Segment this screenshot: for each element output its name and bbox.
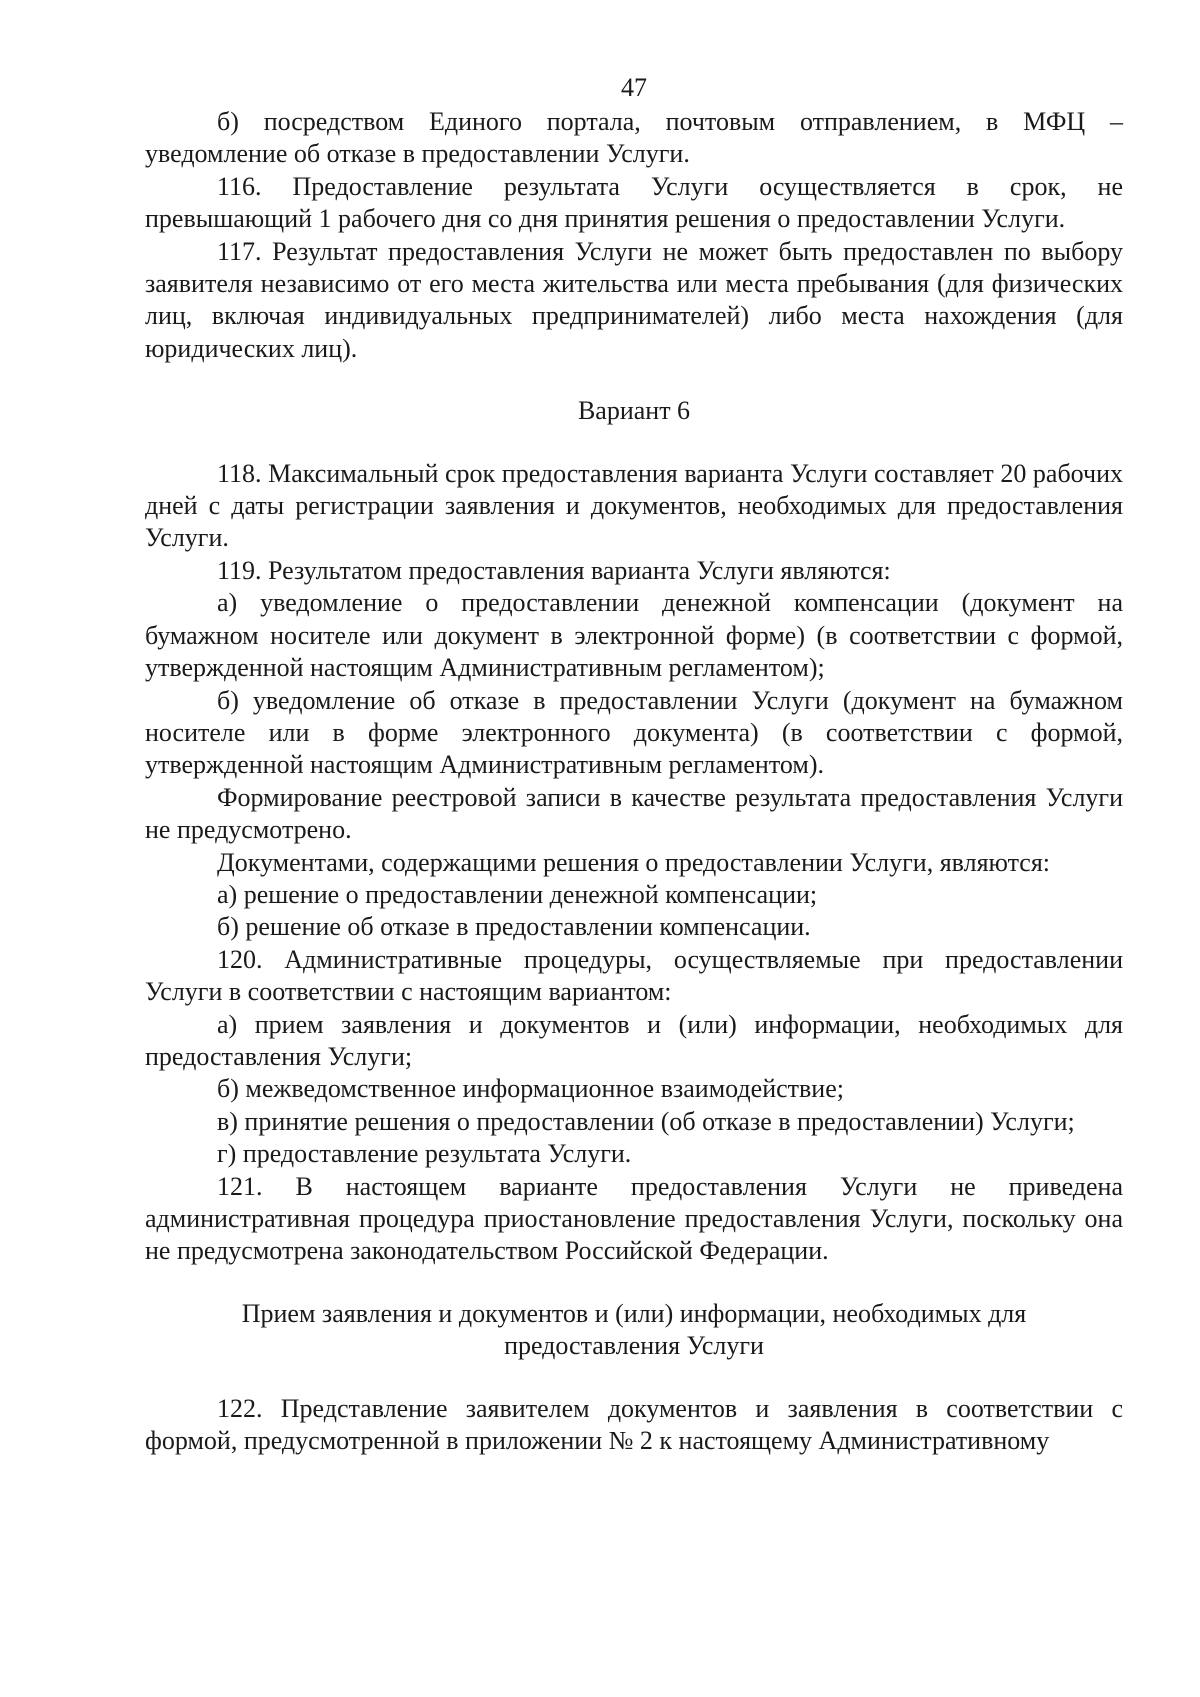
paragraph: б) посредством Единого портала, почтовым отправлением, в МФЦ – уведомление об отказе в предоставлении Услуги. — [145, 107, 1123, 169]
paragraph: 116. Предоставление результата Услуги осуществляется в срок, не превышающий 1 рабочего дня со дня принятия решения о предоставлении Услуги. — [145, 171, 1123, 234]
paragraph: б) межведомственное информационное взаимодействие; — [217, 1074, 844, 1104]
paragraph: а) прием заявления и документов и (или) информации, необходимых для предоставления Услуги; — [145, 1009, 1123, 1071]
section-heading: Прием заявления и документов и (или) информации, необходимых для предоставления Услуги — [241, 1298, 1027, 1361]
paragraph: 120. Административные процедуры, осуществляемые при предоставлении Услуги в соответствии с настоящим вариантом: — [145, 944, 1123, 1007]
document-page — [145, 72, 1123, 1457]
paragraph: Документами, содержащими решения о предоставлении Услуги, являются: — [217, 847, 1051, 877]
paragraph: 117. Результат предоставления Услуги не может быть предоставлен по выбору заявителя независимо от его места жительства или места пребывания (для физических лиц, включая индивидуальных предпринимателей) либо места нахождения (для юридических лиц). — [145, 236, 1123, 363]
paragraph: а) решение о предоставлении денежной компенсации; — [217, 879, 818, 909]
paragraph: в) принятие решения о предоставлении (об отказе в предоставлении) Услуги; — [217, 1106, 1075, 1136]
paragraph: 122. Представление заявителем документов и заявления в соответствии с формой, предусмотренной в приложении № 2 к настоящему Административному — [145, 1393, 1123, 1456]
paragraph: 119. Результатом предоставления варианта Услуги являются: — [217, 555, 891, 585]
paragraph: б) решение об отказе в предоставлении компенсации. — [217, 912, 811, 942]
paragraph: 121. В настоящем варианте предоставления Услуги не приведена административная процедура приостановление предоставления Услуги, поскольку она не предусмотрена законодательством Российской Федерации. — [145, 1171, 1123, 1266]
variant-heading: Вариант 6 — [577, 396, 691, 426]
paragraph: б) уведомление об отказе в предоставлении Услуги (документ на бумажном носителе или в форме электронного документа) (в соответствии с формой, утвержденной настоящим Административным регламентом). — [145, 685, 1123, 780]
paragraph: Формирование реестровой записи в качестве результата предоставления Услуги не предусмотрено. — [145, 782, 1123, 845]
paragraph: а) уведомление о предоставлении денежной компенсации (документ на бумажном носителе или документ в электронной форме) (в соответствии с формой, утвержденной настоящим Административным регламентом); — [145, 588, 1123, 683]
paragraph: г) предоставление результата Услуги. — [217, 1139, 632, 1169]
page-number: 47 — [621, 73, 647, 102]
paragraph: 118. Максимальный срок предоставления варианта Услуги составляет 20 рабочих дней с даты регистрации заявления и документов, необходимых для предоставления Услуги. — [145, 458, 1123, 553]
